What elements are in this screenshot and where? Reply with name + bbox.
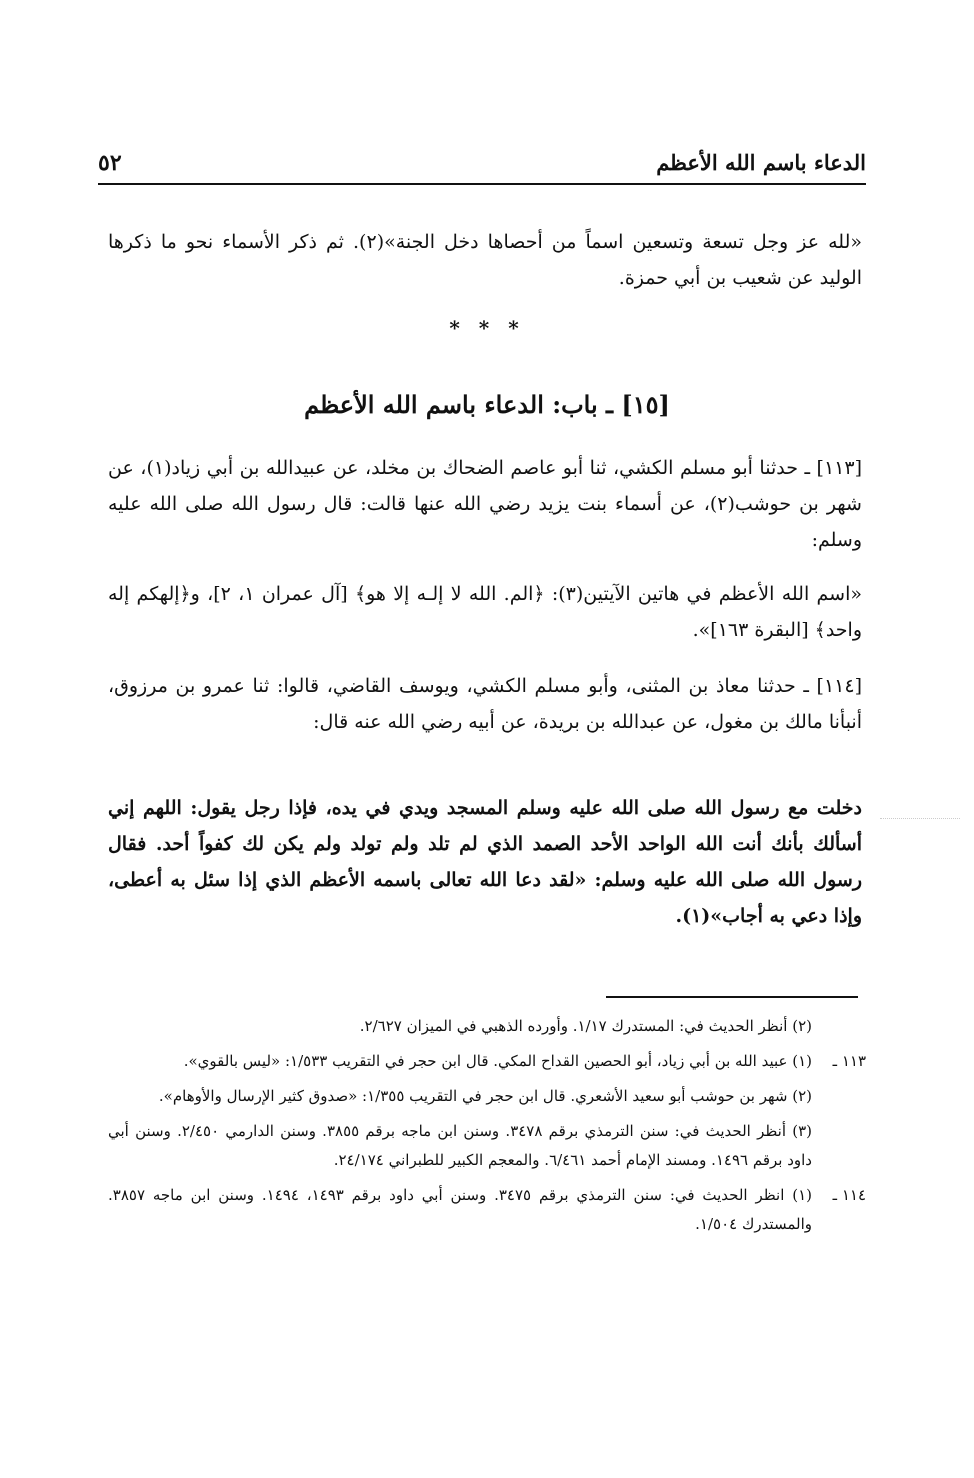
hadith-114-isnad: [١١٤] ـ حدثنا معاذ بن المثنى، وأبو مسلم الكشي، ويوسف القاضي، قالوا: ثنا عمرو بن مرزوق، أنبأنا مالك بن مغول، عن عبدالله بن بريدة، عن أبيه رضي الله عنه قال: (108, 675, 862, 733)
running-title: الدعاء باسم الله الأعظم (656, 150, 866, 175)
hadith-114-matn: دخلت مع رسول الله صلى الله عليه وسلم المسجد ويدي في يده، فإذا رجل يقول: اللهم إني أسألك بأنك أنت الله الواحد الأحد الصمد الذي لم تلد ولم تولد ولم يكن لك كفواً أحد. فقال رسول الله صلى الله عليه وسلم: «لقد دعا الله تعالى باسمه الأعظم الذي إذا سئل به أعطى، وإذا دعي به أجاب»(١). (108, 797, 862, 927)
paragraph-continuation: «لله عز وجل تسعة وتسعين اسماً من أحصاها دخل الجنة»(٢). ثم ذكر الأسماء نحو ما ذكرها الوليد عن شعيب بن أبي حمزة. (108, 231, 862, 289)
section-separator: * * * (449, 316, 525, 340)
footnote-text: (٢) شهر بن حوشب أبو سعيد الأشعري. قال ابن حجر في التقريب ١/٣٥٥: «صدوق كثير الإرسال والأوهام». (158, 1087, 812, 1105)
scan-mark (880, 818, 960, 823)
footnote-text: (١) عبيد الله بن أبي زياد، أبو الحصين القداح المكي. قال ابن حجر في التقريب ١/٥٣٣: «ليس بالقوي». (183, 1052, 812, 1070)
footnote-text: (٣) أنظر الحديث في: سنن الترمذي برقم ٣٤٧٨. وسنن ابن ماجه برقم ٣٨٥٥. وسنن الدارمي ٢/٤٥٠. وسنن أبي داود برقم ١٤٩٦. ومسند الإمام أحمد ٦/٤٦١. والمعجم الكبير للطبراني ٢٤/١٧٤. (108, 1122, 813, 1169)
footnote (108, 1082, 866, 1111)
hadith-113-isnad: [١١٣] ـ حدثنا أبو مسلم الكشي، ثنا أبو عاصم الضحاك بن مخلد، عن عبيدالله بن أبي زياد(١)، عن شهر بن حوشب(٢)، عن أسماء بنت يزيد رضي الله عنها قالت: قال رسول الله صلى الله عليه وسلم: (108, 457, 862, 551)
footnote (108, 1047, 866, 1076)
footnote-text: (١) انظر الحديث في: سنن الترمذي برقم ٣٤٧٥. وسنن أبي داود برقم ١٤٩٣، ١٤٩٤. وسنن ابن ماجه ٣٨٥٧. والمستدرك ١/٥٠٤. (108, 1186, 813, 1233)
footnote-group-number: ١١٤ ـ (832, 1186, 866, 1204)
footnote (108, 1181, 866, 1239)
footnote (108, 1117, 866, 1175)
page-header (98, 150, 866, 180)
page-number: ٥٢ (98, 150, 122, 176)
hadith-113-matn: «اسم الله الأعظم في هاتين الآيتين(٣): ﴿الم. الله لا إلـه إلا هو﴾ [آل عمران ١، ٢]، و﴿إلهكم إله واحد﴾ [البقرة ١٦٣]». (108, 583, 863, 641)
footnotes (108, 1012, 866, 1245)
footnote-rule (606, 996, 858, 998)
footnote-group-number: ١١٣ ـ (832, 1052, 866, 1070)
header-rule (98, 183, 866, 185)
chapter-heading: [١٥] ـ باب: الدعاء باسم الله الأعظم (304, 390, 670, 419)
footnote (108, 1012, 866, 1041)
footnote-text: (٢) أنظر الحديث في: المستدرك ١/١٧. وأورده الذهبي في الميزان ٢/٦٢٧. (359, 1017, 812, 1035)
